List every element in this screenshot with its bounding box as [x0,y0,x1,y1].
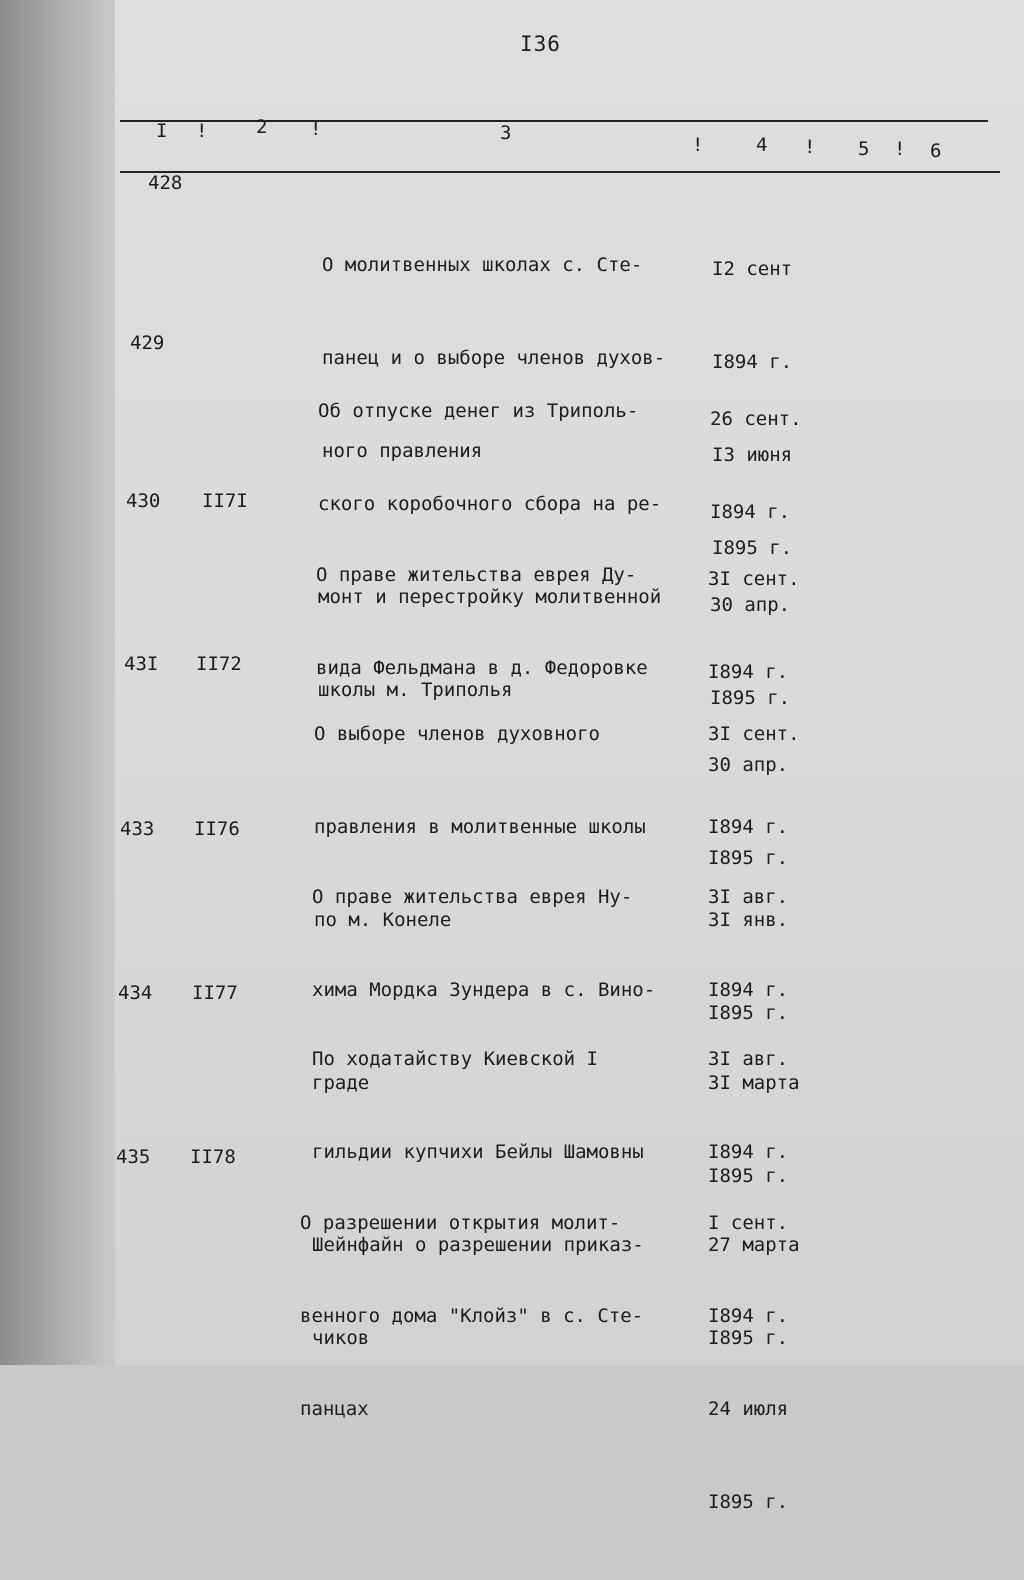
header-sep-2: ! [310,118,322,140]
entry-date-line: 3I марта [708,1072,800,1094]
entry-date-line: I895 г. [712,537,793,559]
entry-date-line: 3I сент. [708,568,800,590]
entry-text-line: панцах [300,1398,369,1420]
header-sep-3: ! [692,134,704,156]
entry-date-line: I2 сент [712,258,793,280]
entry-date-line: 24 июля [708,1398,789,1420]
header-col-1: I [156,120,168,142]
header-col-5: 5 [858,138,870,160]
entry-code: II78 [190,1146,236,1168]
entry-date-line: 3I авг. [708,1048,789,1070]
entry-date-line: I894 г. [708,816,789,838]
entry-date-line: I894 г. [712,351,793,373]
entry-date-line: 3I сент. [708,723,800,745]
entry-date-line: I894 г. [708,661,789,683]
entry-date-line: I894 г. [708,979,789,1001]
entry-text-line: панец и о выборе членов духов- [322,347,666,369]
entry-text-line: хима Мордка Зундера в с. Вино- [312,979,656,1001]
entry-date-line: 3I авг. [708,886,789,908]
entry-date-line: I3 июня [712,444,793,466]
entry-text-line: О праве жительства еврея Ну- [312,886,633,908]
entry-text-line: монт и перестройку молитвенной [318,586,662,608]
header-col-3: 3 [500,122,512,144]
entry-date-line: I894 г. [710,501,791,523]
entry-date-line: 26 сент. [710,408,802,430]
entry-date-line: 3I янв. [708,909,789,931]
entry-text-line: О разрешении открытия молит- [300,1212,621,1234]
entry-date-line: I сент. [708,1212,789,1234]
entry-text [300,1146,700,1487]
entry-number: 430 [126,490,161,512]
header-col-6: 6 [930,140,942,162]
header-col-2: 2 [256,116,268,138]
entry-date-line: I895 г. [708,1491,789,1513]
entry-number: 435 [116,1146,151,1168]
entry-code: II76 [194,818,240,840]
entry-date-line: I895 г. [708,1165,789,1187]
page-number: I36 [520,32,561,56]
entry-text-line: Шейнфайн о разрешении приказ- [312,1234,644,1256]
header-sep-5: ! [894,138,906,160]
entry-date-line: 30 апр. [708,754,789,776]
entry-text-line: О молитвенных школах с. Сте- [322,254,643,276]
entry-text-line: ского коробочного сбора на ре- [318,493,662,515]
header-sep-1: ! [196,120,208,142]
entry-text-line: граде [312,1072,370,1094]
entry-text-line: О праве жительства еврея Ду- [316,564,637,586]
entry-text-line: по м. Конеле [314,909,452,931]
entry-text-line: гильдии купчихи Бейлы Шамовны [312,1141,644,1163]
header-col-4: 4 [756,134,768,156]
entry-date-line: 30 апр. [710,594,791,616]
entry-number: 428 [148,172,183,194]
entry-date-line: I895 г. [708,1327,789,1349]
entry-text-line: школы м. Триполья [318,679,513,701]
entry-date-line: I895 г. [708,1002,789,1024]
entry-text-line: ного правления [322,440,483,462]
entry-text-line: вида Фельдмана в д. Федоровке [316,657,648,679]
entry-number: 43I [124,653,159,675]
entry-number: 434 [118,982,153,1004]
entry-number: 433 [120,818,155,840]
entry-text-line: По ходатайству Киевской I [312,1048,598,1070]
entry-text-line: Об отпуске денег из Триполь- [318,400,639,422]
entry-text-line: О выборе членов духовного [314,723,600,745]
entry-dates [708,1146,828,1580]
entry-date-line: I895 г. [708,847,789,869]
entry-code: II72 [196,653,242,675]
entry-number: 429 [130,332,165,354]
entry-text-line: чиков [312,1327,370,1349]
entry-text-line: венного дома "Клойз" в с. Сте- [300,1305,644,1327]
entry-date-line: 27 марта [708,1234,800,1256]
entry-date-line: I894 г. [708,1305,789,1327]
entry-code: II77 [192,982,238,1004]
entry-code: II7I [202,490,248,512]
entry-date-line: I895 г. [710,687,791,709]
entry-date-line: I894 г. [708,1141,789,1163]
header-sep-4: ! [804,136,816,158]
entry-text-line: правления в молитвенные школы [314,816,646,838]
